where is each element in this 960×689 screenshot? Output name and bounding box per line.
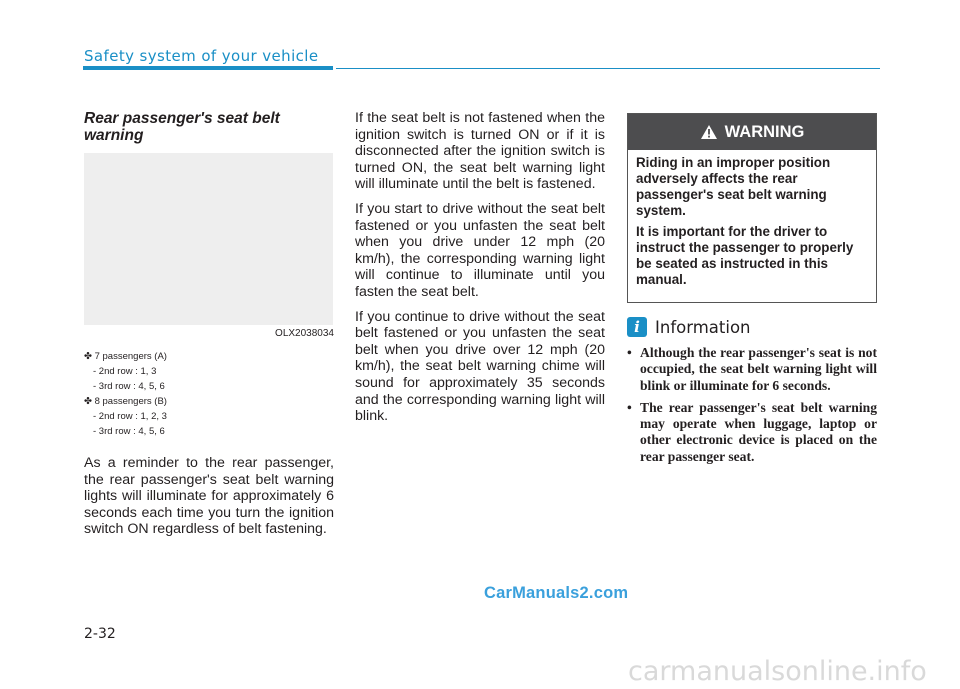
information-title: Information [655,317,751,337]
warning-box [627,113,877,303]
warning-title: WARNING [724,122,805,141]
site-watermark[interactable]: CarManuals2.com [484,584,629,602]
bullet: • [627,345,632,360]
figure-notes [84,349,334,439]
right-column [627,113,877,471]
list-item-text: The rear passenger's seat belt warning may operate when luggage, laptop or other electronic device is placed on the rear passenger seat. [640,399,877,464]
note-line: - 3rd row : 4, 5, 6 [93,426,165,437]
left-column [84,110,334,546]
information-list [627,345,877,465]
page-number: 2-32 [84,626,116,642]
body-paragraph: If you continue to drive without the seat belt fastened or you unfasten the seat belt when you drive over 12 mph (20 km/h), the seat belt warning chime will sound for approximately 35 seconds and the corresponding warning light will blink. [355,308,605,425]
note-line: - 2nd row : 1, 2, 3 [93,411,167,422]
subheading: Rear passenger's seat belt warning [84,110,280,144]
footer-watermark: carmanualsonline.info [628,656,927,687]
body-paragraph: If you start to drive without the seat belt fastened or you unfasten the seat belt when you drive under 12 mph (20 km/h), the corresponding warning light will continue to illuminate until you fasten the seat belt. [355,200,605,300]
figure-placeholder [84,153,333,325]
section-title: Safety system of your vehicle [84,47,319,65]
bullet: • [627,399,632,415]
note-line: - 3rd row : 4, 5, 6 [93,381,165,392]
figure-code: OLX2038034 [275,328,334,339]
list-item-text: Although the rear passenger's seat is not occupied, the seat belt warning light will blink or illuminate for 6 seconds. [640,345,877,393]
note-line: ✤ 7 passengers (A) [84,351,167,362]
warning-body [628,150,876,302]
header-rule-thin [336,68,880,69]
middle-column [355,110,605,433]
body-paragraph: As a reminder to the rear passenger, the rear passenger's seat belt warning lights will illuminate for approximately 6 seconds each time you turn the ignition switch ON regardless of belt fastening. [84,455,334,538]
warning-triangle-icon [700,124,718,140]
header-rule-thick [83,66,333,70]
warning-header [628,114,876,150]
note-line: ✤ 8 passengers (B) [84,396,167,407]
warning-paragraph: Riding in an improper position adversely affects the rear passenger's seat belt warning system. [636,155,831,218]
warning-paragraph: It is important for the driver to instruct the passenger to properly be seated as instructed in this manual. [636,224,854,287]
information-header [627,317,877,337]
list-item [627,400,877,465]
info-icon: i [627,317,647,337]
list-item [627,345,877,394]
note-line: - 2nd row : 1, 3 [93,366,157,377]
body-paragraph: If the seat belt is not fastened when the ignition switch is turned ON or if it is disconnected after the ignition switch is turned ON, the seat belt warning light will illuminate until the belt is fastened. [355,110,605,193]
